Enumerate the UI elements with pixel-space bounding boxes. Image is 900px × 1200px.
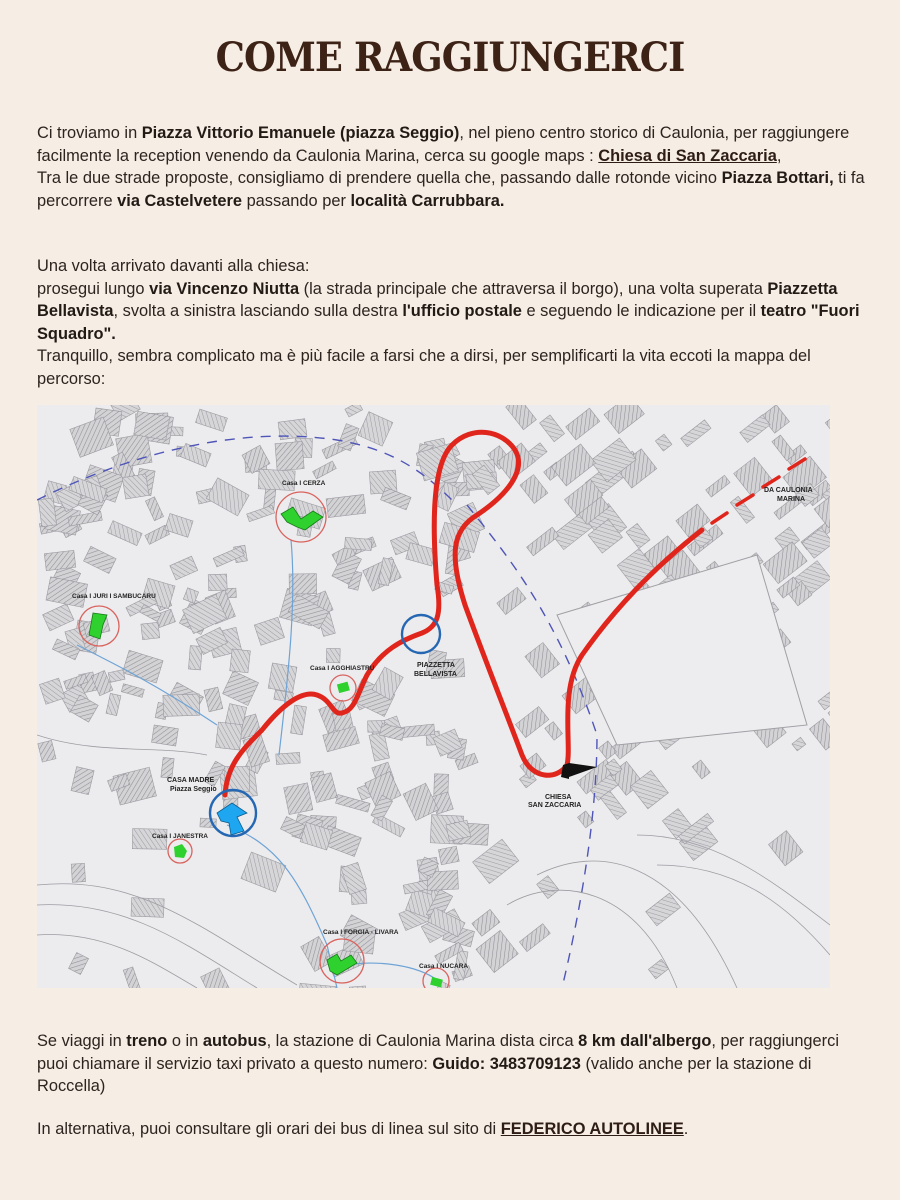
bus-paragraph: In alternativa, puoi consultare gli orari dei bus di linea sul sito di FEDERICO AUTOLINEE. [37,1120,689,1138]
building-block [38,498,56,527]
building-block [161,757,174,778]
label-piazzetta-1: PIAZZETTA [417,662,455,669]
building-block [141,622,160,639]
building-block [284,783,313,815]
building-block [275,441,304,470]
building-block [122,474,149,499]
directions-paragraph: Una volta arrivato davanti alla chiesa: prosegui lungo via Vincenzo Niutta (la strada principale che attraversa il borgo), una volta superata Piazzetta Bellavista, svolta a sinistra lasciando sulla destra l'ufficio postale e seguendo le indicazione per il teatro "Fuori Squadro". Tranquillo, sembra complicato ma è più facile a farsi che a dirsi, per semplificarti la vita eccoti la mappa del percorso: [37,257,860,388]
building-block [163,694,200,717]
label-piazza-seggio: Piazza Seggio [170,786,217,793]
intro-paragraph: Ci troviamo in Piazza Vittorio Emanuele (piazza Seggio), nel pieno centro storico di Caulonia, per raggiungere facilmente la reception venendo da Caulonia Marina, cerca su google maps : Chiesa di San Zaccaria, Tra le due strade proposte, consigliamo di prendere quella che, passando dalle rotonde vicino Piazza Bottari, ti fa percorrere via Castelvetere passando per località Carrubbara. [37,124,865,210]
building-block [268,663,297,692]
building-block [188,646,202,670]
transport-paragraph: Se viaggi in treno o in autobus, la stazione di Caulonia Marina dista circa 8 km dall'albergo, per raggiungerci puoi chiamare il servizio taxi privato a questo numero: Guido: 3483709123 (valido anche per la stazione di Roccella) [37,1032,839,1095]
federico-autolinee-link[interactable]: FEDERICO AUTOLINEE [500,1120,684,1138]
label-chiesa: CHIESA [545,794,572,801]
church-link[interactable]: Chiesa di San Zaccaria [598,146,777,165]
label-marina: MARINA [777,496,805,503]
building-block [71,863,85,882]
label-da-caulonia: DA CAULONIA [764,487,813,494]
building-block [326,648,340,662]
label-casa-cerza: Casa I CERZA [282,480,326,487]
page-title: COME RAGGIUNGERCI [215,34,685,81]
label-casa-forgia: Casa I FORGIA - LIVARA [323,929,399,936]
building-block [216,722,243,750]
building-block [152,725,179,746]
building-block [230,649,251,673]
label-casa-madre: CASA MADRE [167,777,215,784]
building-block [44,550,76,570]
building-block [208,574,227,591]
address-bold: Piazza Vittorio Emanuele (piazza Seggio) [141,124,460,142]
label-casa-agghiastru: Casa I AGGHIASTRU [310,665,375,672]
building-block [344,537,372,550]
label-casa-nucara: Casa I NUCARA [419,963,469,970]
taxi-phone: Guido: 3483709123 [432,1054,581,1073]
building-block [326,495,366,518]
label-piazzetta-2: BELLAVISTA [414,671,457,678]
building-block [438,846,459,865]
label-casa-janestra: Casa I JANESTRA [152,833,208,840]
route-map [37,405,830,988]
label-casa-juri: Casa I JURI I SAMBUCARU [72,593,156,600]
building-block [170,427,183,436]
label-san-zaccaria: SAN ZACCARIA [528,802,582,809]
